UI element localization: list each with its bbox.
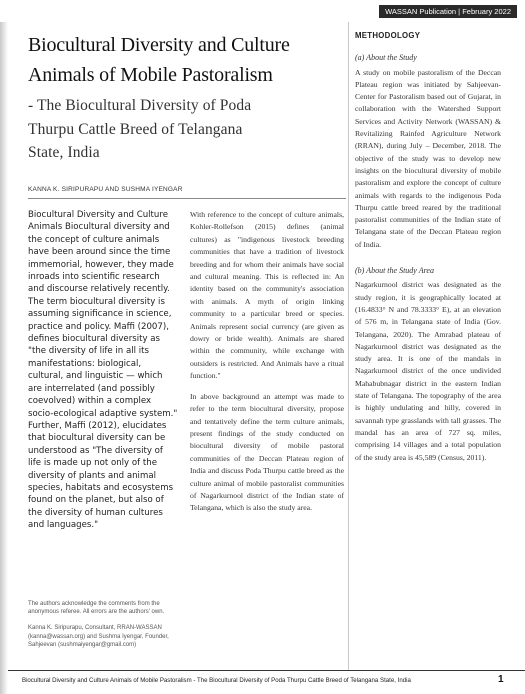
page-footer (8, 670, 525, 694)
about-study-paragraph: A study on mobile pastoralism of the Deccan Plateau region was initiated by Sahjeevan-Center for Pastoralism based out of Gujarat, in collaboration with the Watershed Support Services and Activity Network (WASSAN) & Revitalizing Rainfed Agriculture Network (RRAN), during July – December, 2018. The objective of the study was to develop new insights on the biocultural diversity of mobile pastoralism and explore the concept of culture animals with regards to the indigenous Poda Thurpu cattle breed reared by the traditional pastoralist communities of the Indian state of Telangana state of the Deccan Plateau region of India. (355, 67, 501, 249)
publication-header: WASSAN Publication | February 2022 (379, 5, 517, 18)
section-title-methodology: METHODOLOGY (355, 31, 421, 40)
author-affiliation: Kanna K. Siripurapu, Consultant, RRAN-WASSAN (kanna@wassan.org) and Sushma Iyengar, Founder, Sahjeevan (sushmaiyengar@gmail.com) (28, 625, 169, 648)
title-block (28, 30, 346, 165)
study-area-paragraph: Nagarkurnool district was designated as the study region, it is geographically located at (16.4833° N and 78.3333° E), at an elevation of 576 m, in Telangana state of India (Gov. Telangana, 2020). The Amrabad plateau of Nagarkurnool district was designated as the study area. It is one of the mandals in Nagarkurnool district of the once undivided Mahabubnagar district in the eastern Indian state of Telangana. The topography of the area is highly undulating and hilly, covered in savannah type grasslands with tall grasses. The mandal has an area of 727 sq. miles, comprising 14 villages and a total population of the study area is 45,589 (Census, 2011). (355, 280, 501, 462)
column-1-text: Biocultural Diversity and Culture Animals Biocultural diversity and the concept of culture animals have been around since the time immemorial, however, they made inroads into scientific research and discourse relatively recently. The term biocultural diversity is assuming significance in science, practice and policy. Maffi (2007), defines biocultural diversity as "the diversity of life in all its manifestations: biological, cultural, and linguistic — which are interrelated (and possibly coevolved) within a complex socio-ecological adaptive system." Further, Maffi (2012), elucidates that biocultural diversity can be understood as "The diversity of life is made up not only of the diversity of plants and animal species, habitats and ecosystems found on the planet, but also of the diversity of human cultures and languages." (28, 210, 178, 531)
column-divider (348, 22, 349, 670)
title-line-2: Animals of Mobile Pastoralism (28, 64, 273, 86)
column-2 (190, 209, 344, 515)
subsection-about-study: (a) About the Study (355, 53, 417, 63)
acknowledgement-note: The authors acknowledge the comments from the anonymous referee. All errors are the authors' own. (28, 601, 165, 616)
column-2-paragraph-1: With reference to the concept of culture animals, Kohler-Rollefson (2015) defines (animal cultures) as "indigenous livestock breeding communities that have a tradition of livestock breeding and for whom their animals have social and cultural meaning. This is reflected in: An identity based on the community's association with animals. A myth of origin linking community to a particular breed or species. Animals represent social currency (are given as dowry or bride wealth). Animals are shared within the community, while exchange with outsiders is restricted. And Animals have a ritual function." (190, 210, 344, 381)
page-edge-shadow (0, 0, 8, 694)
subsection-study-area: (b) About the Study Area (355, 266, 434, 276)
page-number: 1 (498, 674, 504, 685)
methodology-column (355, 30, 501, 464)
footer-running-title: Biocultural Diversity and Culture Animals of Mobile Pastoralism - The Biocultural Diversity of Poda Thurpu Cattle Breed of Telangana State, India (22, 677, 411, 684)
subtitle-line-2: Thurpu Cattle Breed of Telangana (28, 120, 243, 138)
title-line-1: Biocultural Diversity and Culture (28, 34, 290, 56)
subtitle-line-1: - The Biocultural Diversity of Poda (28, 97, 252, 114)
author-byline: KANNA K. SIRIPURAPU AND SUSHMA IYENGAR (28, 186, 346, 199)
column-2-paragraph-2: In above background an attempt was made to refer to the term biocultural diversity, propose and tentatively define the term culture animals, present findings of the study conducted on biocultural diversity of mobile pastoral communities of the Deccan Plateau region of India and discuss Poda Thurpu cattle breed as the culture animal of mobile pastoralist communities of Nagarkurnool district of the Indian state of Telangana, which is also the study area. (190, 391, 344, 513)
subtitle-line-3: State, India (28, 144, 100, 161)
acknowledgement-block (28, 600, 178, 649)
article-title (28, 30, 346, 90)
article-subtitle (28, 94, 346, 165)
